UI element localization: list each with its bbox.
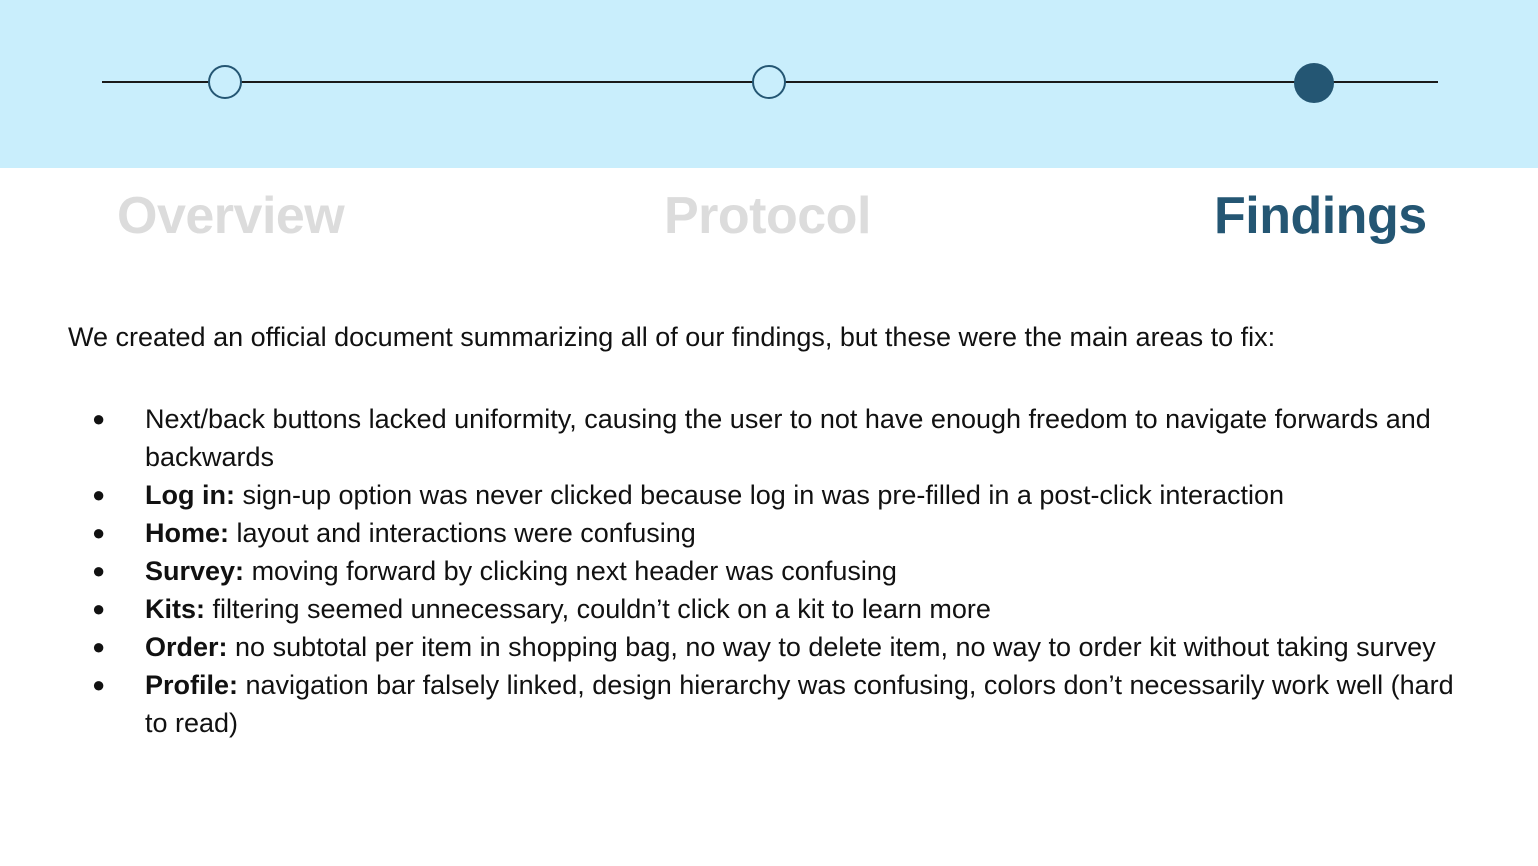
finding-label: Order: — [145, 632, 228, 662]
finding-label: Home: — [145, 518, 230, 548]
bullet-dot: ● — [92, 482, 106, 507]
bullet-dot: ● — [92, 520, 106, 545]
finding-text: layout and interactions were confusing — [229, 518, 696, 548]
bullet-dot: ● — [92, 406, 106, 431]
step-label-overview[interactable]: Overview — [117, 187, 345, 245]
finding-label: Log in: — [145, 480, 235, 510]
finding-text: filtering seemed unnecessary, couldn’t click on a kit to learn more — [205, 594, 991, 624]
step-label-findings[interactable]: Findings — [1214, 187, 1427, 245]
step-marker-findings[interactable] — [1294, 63, 1334, 103]
bullet-dot: ● — [92, 596, 106, 621]
finding-text: no subtotal per item in shopping bag, no way to delete item, no way to order kit without taking survey — [227, 632, 1436, 662]
progress-header-band — [0, 0, 1538, 168]
bullet-dot: ● — [92, 558, 106, 583]
finding-item-navigation — [92, 400, 1472, 476]
finding-item-home — [92, 514, 1472, 552]
step-label-protocol[interactable]: Protocol — [664, 187, 871, 245]
intro-paragraph: We created an official document summarizing all of our findings, but these were the main areas to fix: — [68, 322, 1276, 352]
step-marker-overview[interactable] — [208, 65, 242, 99]
finding-item-profile — [92, 666, 1472, 742]
bullet-dot: ● — [92, 672, 106, 697]
step-marker-protocol[interactable] — [752, 65, 786, 99]
finding-text: navigation bar falsely linked, design hierarchy was confusing, colors don’t necessarily work well (hard to read) — [145, 670, 1454, 738]
bullet-dot: ● — [92, 634, 106, 659]
finding-text: moving forward by clicking next header was confusing — [244, 556, 897, 586]
findings-list — [92, 400, 1472, 742]
finding-text: Next/back buttons lacked uniformity, causing the user to not have enough freedom to navigate forwards and backwards — [145, 404, 1431, 472]
finding-label: Profile: — [145, 670, 239, 700]
finding-item-log-in — [92, 476, 1472, 514]
finding-item-kits — [92, 590, 1472, 628]
finding-item-survey — [92, 552, 1472, 590]
finding-text: sign-up option was never clicked because log in was pre-filled in a post-click interaction — [234, 480, 1285, 510]
finding-item-order — [92, 628, 1472, 666]
finding-label: Survey: — [145, 556, 245, 586]
finding-label: Kits: — [145, 594, 205, 624]
